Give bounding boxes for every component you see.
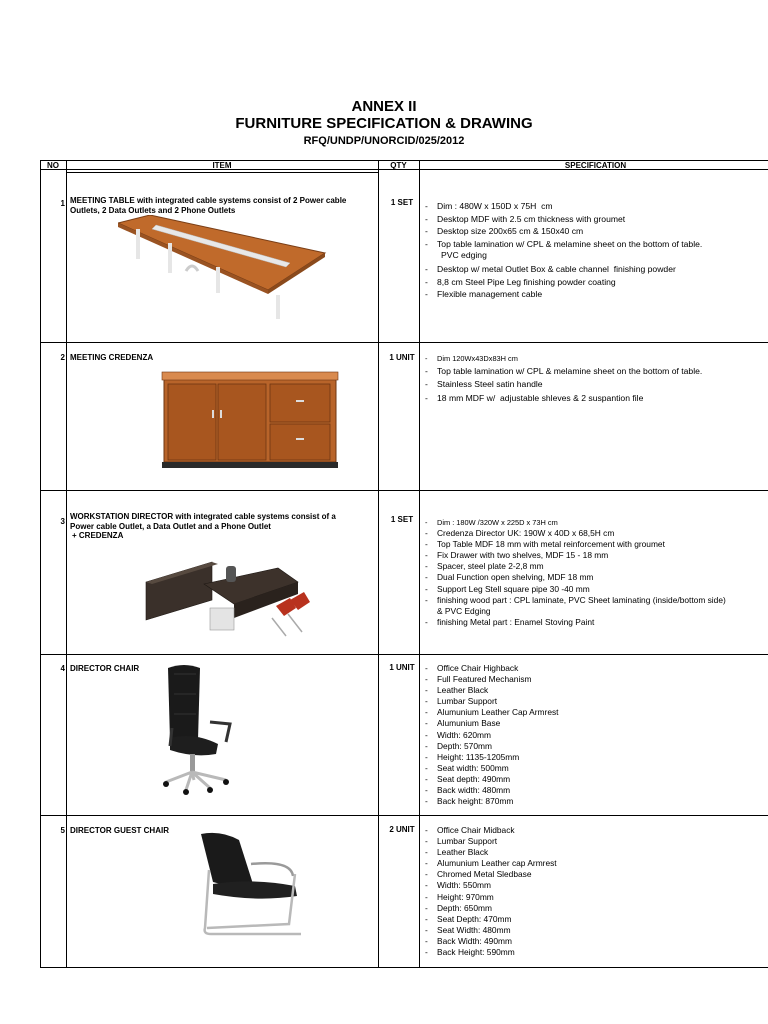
spec-item: - Flexible management cable: [425, 288, 676, 301]
spec-item: - Back height: 870mm: [425, 796, 559, 807]
director-chair-image: [160, 664, 245, 804]
spec-item: - Leather Black: [425, 685, 559, 696]
spec-item: - Alumunium Base: [425, 718, 559, 729]
spec-item: - Dim : 480W x 150D x 75H cm: [425, 200, 702, 213]
spec-item: - Back width: 480mm: [425, 785, 559, 796]
item-description-extra: + CREDENZA: [72, 531, 124, 540]
credenza-image: [160, 370, 342, 474]
specification-table: [40, 160, 768, 968]
spec-item: - Height: 1135-1205mm: [425, 752, 559, 763]
spec-item: - Alumunium Leather cap Armrest: [425, 858, 557, 869]
item-quantity: 1 SET: [390, 198, 414, 207]
item-quantity: 1 UNIT: [389, 353, 415, 362]
spec-item: - Lumbar Support: [425, 836, 557, 847]
spec-item: - Desktop size 200x65 cm & 150x40 cm: [425, 225, 702, 238]
row-number: 3: [60, 517, 65, 526]
spec-item: - Dim : 180W /320W x 225D x 73H cm: [425, 517, 727, 528]
specification-list: [425, 263, 676, 301]
meeting-table-image: [118, 215, 328, 320]
spec-item: - Fix Drawer with two shelves, MDF 15 - 18 mm: [425, 550, 727, 561]
item-description: MEETING CREDENZA: [70, 353, 154, 362]
page-title: ANNEX II: [351, 98, 417, 115]
item-quantity: 1 UNIT: [389, 663, 415, 672]
spec-item: - Height: 970mm: [425, 892, 557, 903]
item-description: WORKSTATION DIRECTOR with integrated cable systems consist of a Power cable Outlet, a Data Outlet and a Phone Outlet: [70, 512, 336, 531]
spec-item: - Seat Depth: 470mm: [425, 914, 557, 925]
spec-item: - Desktop w/ metal Outlet Box & cable channel finishing powder: [425, 263, 676, 276]
spec-item: - Alumunium Leather Cap Armrest: [425, 707, 559, 718]
spec-item: - Top table lamination w/ CPL & melamine sheet on the bottom of table.: [425, 238, 702, 251]
spec-item: - Depth: 650mm: [425, 903, 557, 914]
spec-continuation: PVC edging: [441, 250, 487, 260]
item-quantity: 1 SET: [390, 515, 414, 524]
spec-item: - finishing wood part : CPL laminate, PVC Sheet laminating (inside/bottom side) & PVC Edging: [425, 595, 727, 617]
column-header-qty: QTY: [390, 161, 407, 170]
spec-item: - Spacer, steel plate 2-2,8 mm: [425, 561, 727, 572]
specification-list: [425, 517, 727, 628]
spec-item: - Top table lamination w/ CPL & melamine sheet on the bottom of table.: [425, 365, 702, 378]
spec-item: - Seat Width: 480mm: [425, 925, 557, 936]
spec-item: - Full Featured Mechanism: [425, 674, 559, 685]
reference-number: RFQ/UNDP/UNORCID/025/2012: [303, 135, 465, 147]
spec-item: - Seat width: 500mm: [425, 763, 559, 774]
spec-item: - Depth: 570mm: [425, 741, 559, 752]
spec-item: - Office Chair Highback: [425, 663, 559, 674]
spec-item: - Dim 120Wx43Dx83H cm: [425, 352, 702, 365]
column-header-specification: SPECIFICATION: [564, 161, 627, 170]
spec-item: - Chromed Metal Sledbase: [425, 869, 557, 880]
spec-item: - Top Table MDF 18 mm with metal reinforcement with groumet: [425, 539, 727, 550]
item-description: DIRECTOR GUEST CHAIR: [70, 826, 169, 835]
spec-item: - 18 mm MDF w/ adjustable shleves & 2 suspantion file: [425, 392, 702, 405]
spec-item: - Stainless Steel satin handle: [425, 378, 702, 391]
spec-item: - Credenza Director UK: 190W x 40D x 68,5H cm: [425, 528, 727, 539]
item-description: MEETING TABLE with integrated cable systems consist of 2 Power cable Outlets, 2 Data Outlets and 2 Phone Outlets: [70, 196, 347, 214]
spec-item: - Seat depth: 490mm: [425, 774, 559, 785]
column-header-no: NO: [47, 161, 59, 170]
item-description: DIRECTOR CHAIR: [70, 664, 140, 673]
spec-item: - Width: 550mm: [425, 880, 557, 891]
row-number: 1: [60, 199, 65, 208]
spec-item: - Lumbar Support: [425, 696, 559, 707]
spec-item: - 8,8 cm Steel Pipe Leg finishing powder coating: [425, 276, 676, 289]
spec-item: - Office Chair Midback: [425, 825, 557, 836]
specification-list: [425, 200, 702, 250]
specification-list: [425, 352, 702, 405]
spec-item: - Support Leg Stell square pipe 30 -40 mm: [425, 584, 727, 595]
spec-item: - Desktop MDF with 2.5 cm thickness with groumet: [425, 213, 702, 226]
workstation-image: [138, 548, 318, 640]
column-header-item: ITEM: [212, 161, 232, 170]
spec-item: - Back Height: 590mm: [425, 947, 557, 958]
spec-item: - finishing Metal part : Enamel Stoving Paint: [425, 617, 727, 628]
guest-chair-image: [195, 830, 305, 940]
spec-item: - Width: 620mm: [425, 730, 559, 741]
row-number: 2: [60, 353, 65, 362]
page-subtitle: FURNITURE SPECIFICATION & DRAWING: [235, 115, 533, 132]
spec-item: - Dual Function open shelving, MDF 18 mm: [425, 572, 727, 583]
specification-list: [425, 663, 559, 807]
item-quantity: 2 UNIT: [389, 825, 415, 834]
specification-list: [425, 825, 557, 958]
spec-item: - Leather Black: [425, 847, 557, 858]
spec-item: - Back Width: 490mm: [425, 936, 557, 947]
row-number: 5: [60, 826, 65, 835]
row-number: 4: [60, 664, 65, 673]
